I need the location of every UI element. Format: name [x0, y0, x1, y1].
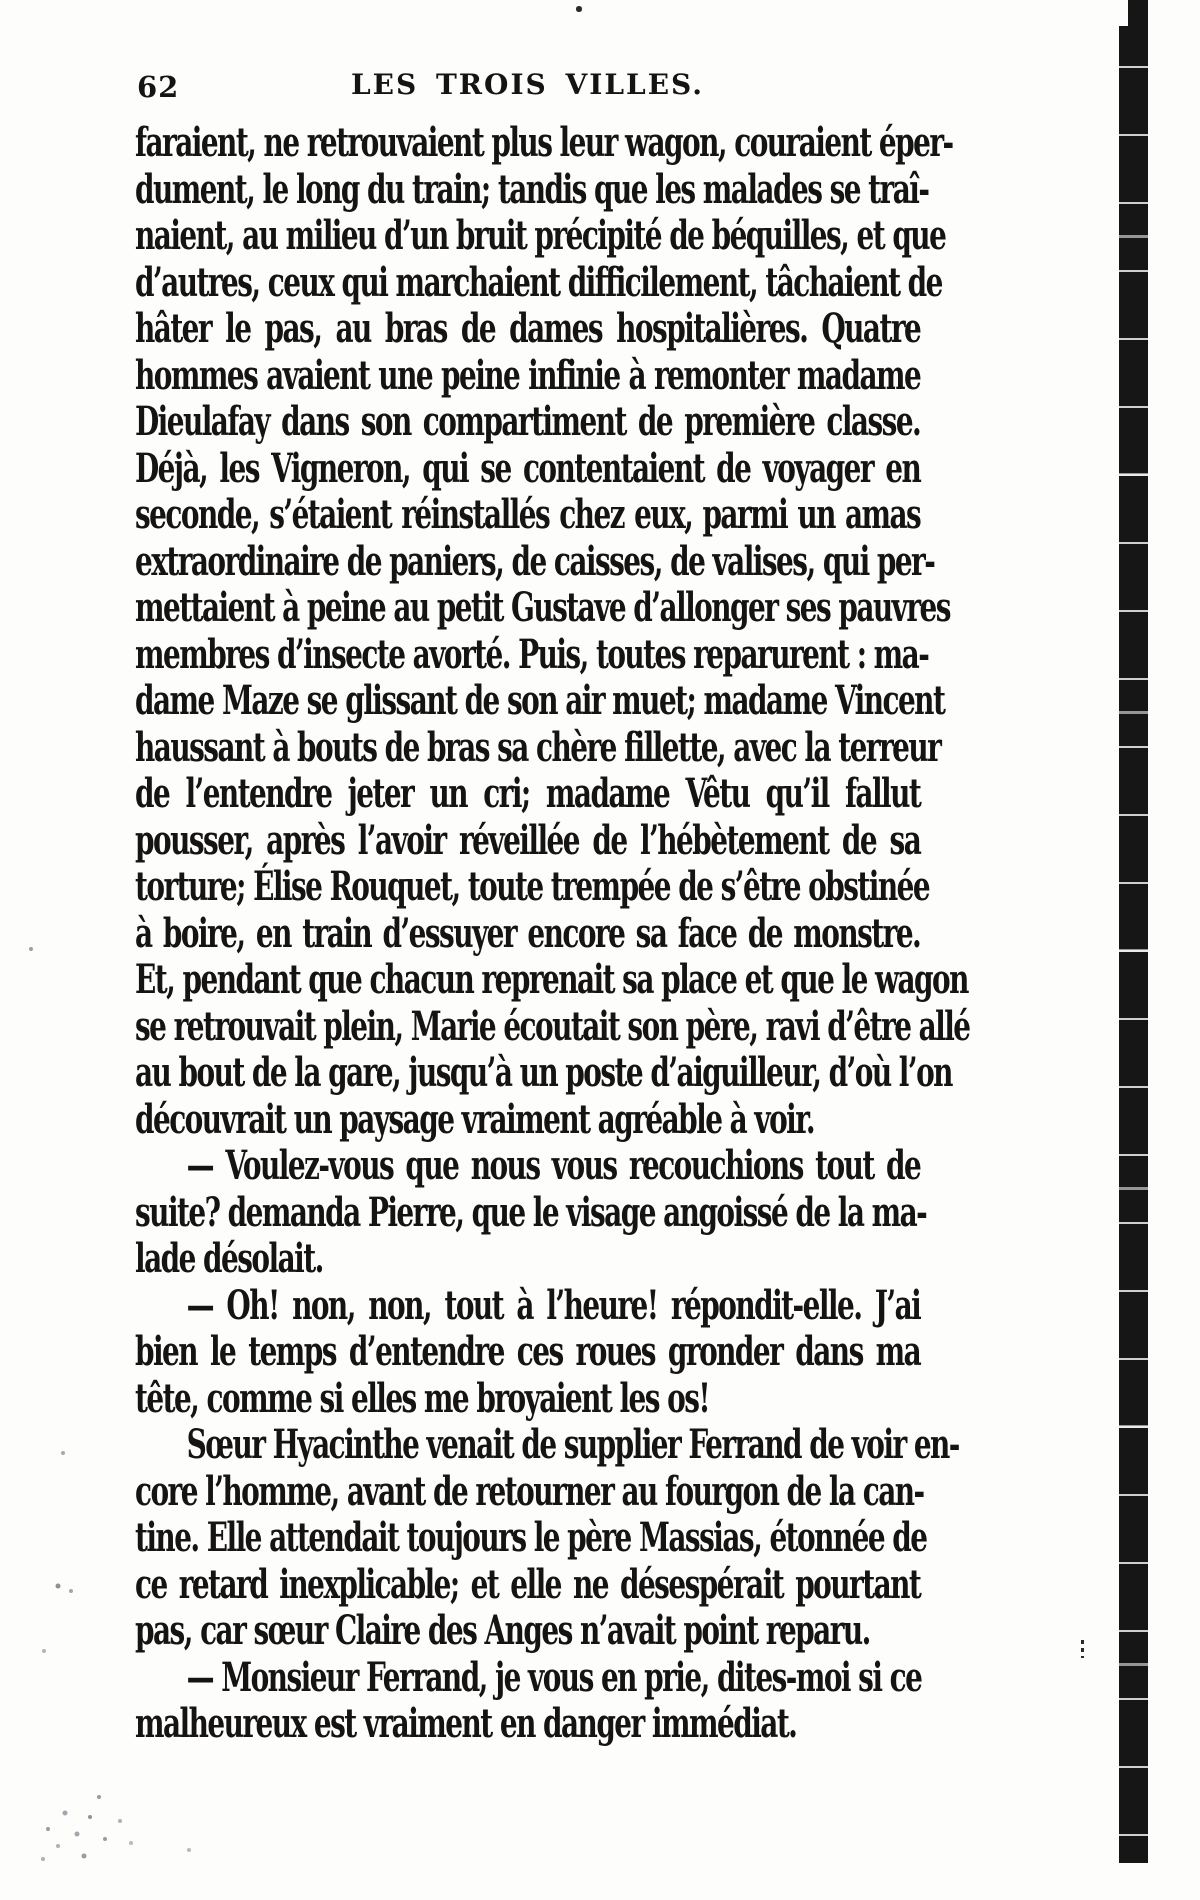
text-line: haussant à bouts de bras sa chère fillette, avec la terreur — [135, 723, 941, 771]
text-line: faraient, ne retrouvaient plus leur wagon, couraient éper- — [135, 119, 953, 166]
text-line: — Monsieur Ferrand, je vous en prie, dites-moi si ce — [186, 1653, 922, 1701]
text-line: Et, pendant que chacun reprenait sa place et que le wagon — [135, 956, 968, 1003]
text-line: de l’entendre jeter un cri; madame Vêtu qu’il fallut — [135, 770, 921, 817]
text-line: core l’homme, avant de retourner au fourgon de la can- — [135, 1467, 924, 1515]
text-line: dument, le long du train; tandis que les malades se traî- — [135, 165, 929, 213]
text-line: suite? demanda Pierre, que le visage angoissé de la ma- — [135, 1188, 927, 1236]
text-line: à boire, en train d’essuyer encore sa face de monstre. — [135, 909, 921, 957]
text-line: au bout de la gare, jusqu’à un poste d’aiguilleur, d’où l’on — [135, 1049, 952, 1096]
text-line: membres d’insecte avorté. Puis, toutes reparurent : ma- — [135, 630, 929, 678]
running-header — [135, 68, 920, 104]
text-line: tine. Elle attendait toujours le père Massias, étonnée de — [135, 1514, 927, 1561]
text-line: dame Maze se glissant de son air muet; madame Vincent — [135, 677, 945, 724]
text-lines — [135, 119, 970, 1748]
text-line: hommes avaient une peine infinie à remonter madame — [135, 351, 921, 399]
text-line: Sœur Hyacinthe venait de supplier Ferrand de voir en- — [186, 1421, 959, 1468]
text-line: malheureux est vraiment en danger immédiat. — [135, 1700, 797, 1747]
text-line: se retrouvait plein, Marie écoutait son père, ravi d’être allé — [135, 1002, 970, 1050]
text-line: mettaient à peine au petit Gustave d’allonger ses pauvres — [135, 584, 950, 631]
book-gutter-shadow — [1119, 0, 1148, 1863]
text-line: pas, car sœur Claire des Anges n’avait point reparu. — [135, 1607, 870, 1654]
page-number: 62 — [137, 70, 180, 104]
text-line: extraordinaire de paniers, de caisses, de valises, qui per- — [135, 537, 935, 585]
running-header-title: LES TROIS VILLES. — [350, 68, 705, 101]
text-line: torture; Élise Rouquet, toute trempée de s’être obstinée — [135, 863, 930, 910]
text-line: — Oh! non, non, tout à l’heure! répondit-elle. J’ai — [186, 1281, 921, 1329]
text-line: pousser, après l’avoir réveillée de l’hébètement de sa — [135, 816, 921, 864]
text-line: bien le temps d’entendre ces roues gronder dans ma — [135, 1328, 921, 1375]
text-line: — Voulez-vous que nous vous recouchions tout de — [186, 1142, 921, 1189]
text-line: d’autres, ceux qui marchaient difficilement, tâchaient de — [135, 258, 942, 306]
text-line: découvrait un paysage vraiment agréable à voir. — [135, 1095, 815, 1143]
text-line: lade désolait. — [135, 1235, 323, 1282]
scan-noise-speckles — [0, 0, 2, 2]
text-line: naient, au milieu d’un bruit précipité de béquilles, et que — [135, 212, 946, 259]
text-line: tête, comme si elles me broyaient les os! — [135, 1374, 710, 1422]
text-line: Dieulafay dans son compartiment de première classe. — [135, 398, 921, 445]
text-line: hâter le pas, au bras de dames hospitalières. Quatre — [135, 305, 921, 352]
text-line: Déjà, les Vigneron, qui se contentaient de voyager en — [135, 444, 921, 492]
text-line: seconde, s’étaient réinstallés chez eux, parmi un amas — [135, 491, 921, 538]
scan-artifact-mark — [1081, 1640, 1084, 1658]
text-line: ce retard inexplicable; et elle ne désespérait pourtant — [135, 1560, 921, 1608]
